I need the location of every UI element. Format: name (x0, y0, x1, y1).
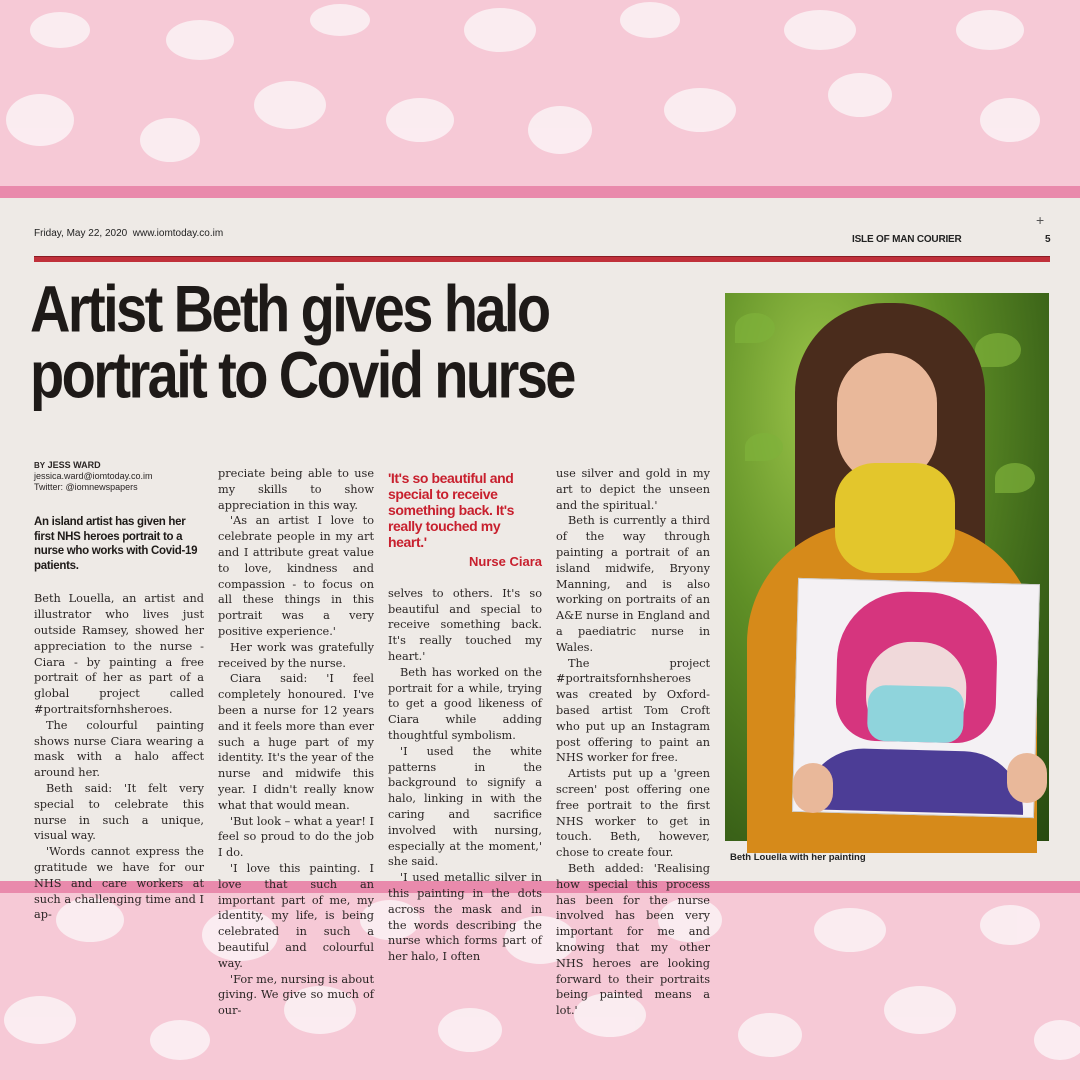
foliage (975, 333, 1021, 367)
painting-scrubs (803, 747, 1025, 815)
byline-author: JESS WARD (47, 460, 101, 470)
paragraph: Her work was gratefully received by the nurse. (218, 640, 374, 670)
paragraph: Beth has worked on the portrait for a while, trying to get a good likeness of Ciara while adding thoughtful symbolism. (388, 665, 542, 742)
paragraph: Beth said: 'It felt very special to celebrate this nurse in such a unique, visual way. (34, 781, 204, 843)
page-number: 5 (1045, 234, 1051, 245)
article-photo (725, 293, 1049, 841)
paragraph: Beth is currently a third of the way through painting a portrait of an island midwife, Bryony Manning, and is also working on portraits of an A&E nurse in England and a paediatric nurse in Wales. (556, 514, 710, 654)
paragraph: 'As an artist I love to celebrate people in my art and I attribute great value to love, kindness and compassion - to focus on all these things in this portrait was a very positive experience.' (218, 514, 374, 638)
foliage (745, 433, 783, 461)
headline (30, 271, 710, 412)
column-1 (34, 460, 204, 923)
registration-mark-icon: + (1036, 212, 1045, 228)
byline-email: jessica.ward@iomtoday.co.im (34, 471, 153, 481)
foliage (995, 463, 1035, 493)
paper-name: ISLE OF MAN COURIER (852, 234, 962, 245)
headline-line-2: portrait to Covid nurse (30, 337, 574, 412)
paragraph: 'For me, nursing is about giving. We give so much of our- (218, 972, 374, 1018)
paragraph: 'I used metallic silver in this painting in the dots across the mask and in the words describing the nurse which forms part of her halo, I often (388, 871, 542, 964)
paragraph: The colourful painting shows nurse Ciara wearing a mask with a halo affect around her. (34, 718, 204, 780)
paragraph: 'Words cannot express the gratitude we have for our NHS and care workers at such a challenging time and I ap- (34, 845, 204, 922)
page-header (34, 212, 1051, 245)
newspaper-clipping (0, 198, 1080, 1018)
headline-line-1: Artist Beth gives halo (30, 271, 549, 346)
paragraph: 'I love this painting. I love that such an important part of me, my identity, my life, is being celebrated in such a beautiful and colourful way. (218, 861, 374, 970)
pull-quote-attribution: Nurse Ciara (469, 554, 542, 569)
header-rule (34, 256, 1050, 262)
paragraph: preciate being able to use my skills to show appreciation in this way. (218, 467, 374, 512)
paragraph: selves to others. It's so beautiful and special to receive something back. It's really touched my heart.' (388, 586, 542, 663)
byline-prefix: BY (34, 461, 46, 470)
date-text: Friday, May 22, 2020 (34, 228, 128, 239)
paragraph: Artists put up a 'green screen' post offering one free portrait to the first NHS worker to get in touch. Beth, however, chose to create four. (556, 767, 710, 860)
paragraph: 'But look – what a year! I feel so proud to do the job I do. (218, 814, 374, 860)
column-4 (556, 466, 710, 1019)
issue-date (34, 228, 223, 239)
column-3 (388, 470, 542, 965)
byline-twitter: Twitter: @iomnewspapers (34, 482, 138, 492)
paragraph: Beth added: 'Realising how special this process has been for the nurse involved has been very important for me and knowing that my other NHS heroes are looking forward to their portraits being painted means a lot.' (556, 861, 710, 1018)
paragraph: Beth Louella, an artist and illustrator who lives just outside Ramsey, showed her appreciation to the nurse - Ciara - by painting a free portrait of her as part of a global project called #portraitsfornhsheroes. (34, 592, 204, 716)
foliage (735, 313, 775, 343)
website-text: www.iomtoday.co.im (132, 228, 224, 239)
paragraph: Ciara said: 'I feel completely honoured. I've been a nurse for 12 years and it feels more than ever such a huge part of my identity. It's the year of the nurse and midwife this year. I didn't really know what that would mean. (218, 672, 374, 812)
pink-border-top (0, 186, 1080, 198)
paragraph: use silver and gold in my art to depict the unseen and the spiritual.' (556, 467, 710, 512)
painting-mask (867, 685, 964, 743)
standfirst: An island artist has given her first NHS heroes portrait to a nurse who works with Covid-19 patients. (34, 516, 198, 572)
photo-hand-right (1007, 753, 1047, 803)
photo-hand-left (793, 763, 833, 813)
paragraph: The project #portraitsfornhsheroes was created by Oxford-based artist Tom Croft who put up an Instagram post offering to paint an NHS worker for free. (556, 656, 710, 765)
photo-caption: Beth Louella with her painting (730, 852, 866, 863)
byline (34, 460, 204, 493)
column-2 (218, 466, 374, 1019)
photo-scarf (835, 463, 955, 573)
pull-quote: 'It's so beautiful and special to receive something back. It's really touched my heart.' (388, 470, 515, 550)
paragraph: 'I used the white patterns in the background to signify a halo, linking in with the caring and sacrifice involved with nursing, especially at the moment,' she said. (388, 744, 542, 869)
